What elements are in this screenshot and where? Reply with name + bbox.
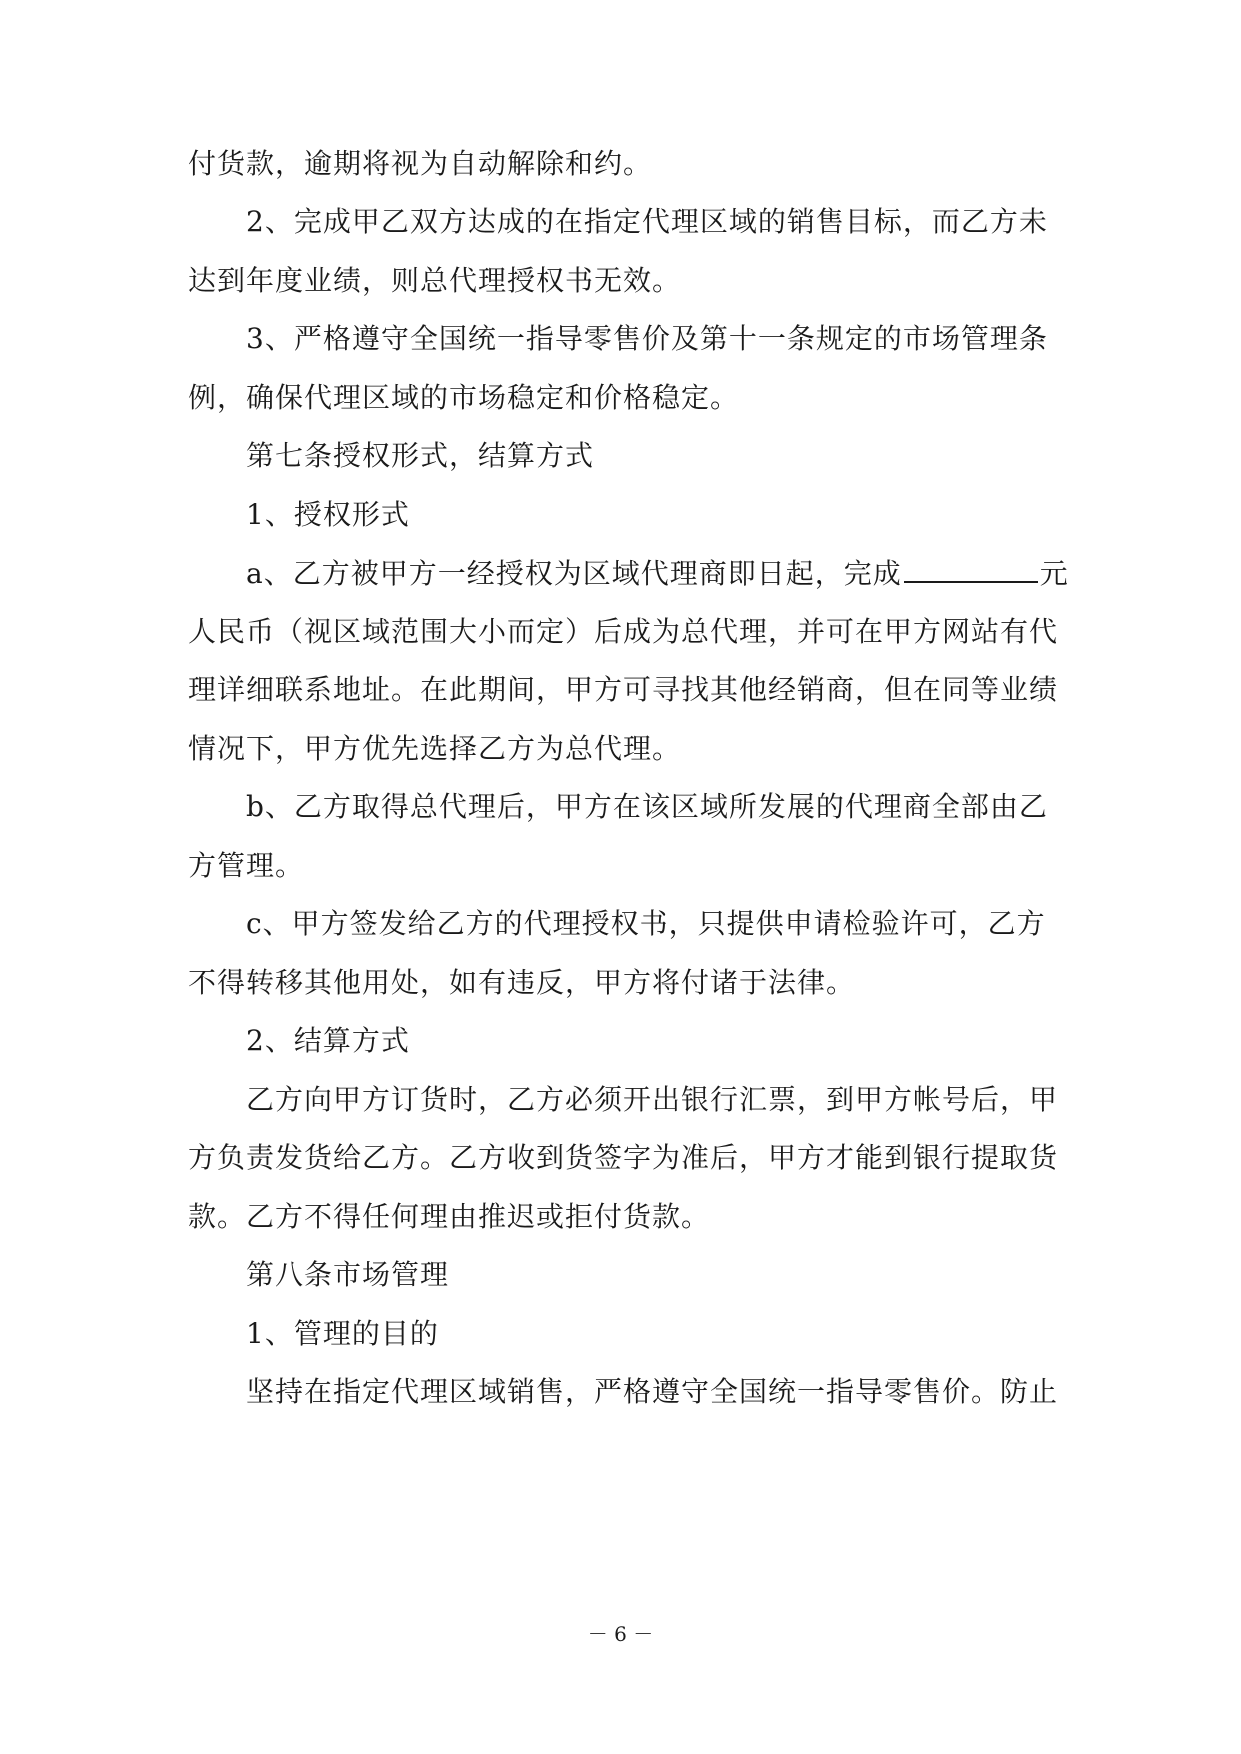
text-line: 例，确保代理区域的市场稳定和价格稳定。 [188,381,740,414]
text-line: 款。乙方不得任何理由推迟或拒付货款。 [188,1200,711,1233]
text-line: 人民币（视区域范围大小而定）后成为总代理，并可在甲方网站有代 [188,615,1059,648]
text-line: 不得转移其他用处，如有违反，甲方将付诸于法律。 [188,966,856,999]
text-after-blank: 元 [1039,557,1069,590]
subsection-heading: 2、结算方式 [246,1024,410,1057]
page-number: － 6 － [587,1622,654,1646]
text-before-blank: a、乙方被甲方一经授权为区域代理商即日起，完成 [246,557,902,590]
text-line: 付货款，逾期将视为自动解除和约。 [188,147,653,180]
subsection-heading: 1、管理的目的 [246,1317,439,1350]
text-line: 3、严格遵守全国统一指导零售价及第十一条规定的市场管理条 [246,322,1048,355]
text-line: 坚持在指定代理区域销售，严格遵守全国统一指导零售价。防止 [246,1375,1059,1408]
text-line: 乙方向甲方订货时，乙方必须开出银行汇票，到甲方帐号后，甲 [246,1083,1059,1116]
section-heading: 第七条授权形式，结算方式 [246,439,595,472]
subsection-heading: 1、授权形式 [246,498,410,531]
text-line: b、乙方取得总代理后，甲方在该区域所发展的代理商全部由乙 [246,790,1048,823]
text-line: 情况下，甲方优先选择乙方为总代理。 [188,732,682,765]
fill-in-blank [904,553,1038,583]
text-line-with-blank [246,553,1069,594]
section-heading: 第八条市场管理 [246,1258,450,1291]
text-line: c、甲方签发给乙方的代理授权书，只提供申请检验许可，乙方 [246,907,1046,940]
text-line: 达到年度业绩，则总代理授权书无效。 [188,264,682,297]
text-line: 方负责发货给乙方。乙方收到货签字为准后，甲方才能到银行提取货 [188,1141,1059,1174]
text-line: 方管理。 [188,849,305,882]
text-line: 理详细联系地址。在此期间，甲方可寻找其他经销商，但在同等业绩 [188,673,1059,706]
text-line: 2、完成甲乙双方达成的在指定代理区域的销售目标，而乙方未 [246,205,1048,238]
